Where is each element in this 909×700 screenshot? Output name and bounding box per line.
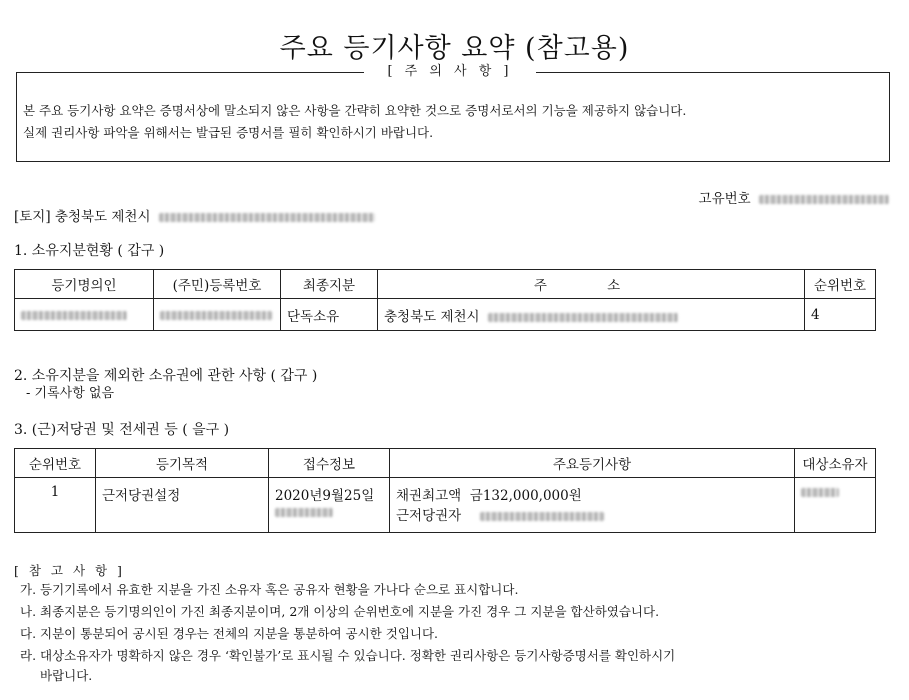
col-header-purpose: 등기목적 [96,449,269,478]
regno-cell [154,299,281,331]
redacted-regno [160,311,272,320]
col-header-name: 등기명의인 [15,270,154,299]
redacted-owner-address [488,313,678,322]
redacted-receipt-number [275,508,333,517]
rank-cell: 4 [805,299,876,331]
address-prefix: 충청북도 제천시 [384,308,480,325]
section-2-title: 2. 소유지분을 제외한 소유권에 관한 사항 ( 갑구 ) [14,368,318,384]
section-1-title: 1. 소유지분현황 ( 갑구 ) [14,243,165,259]
table-row [15,478,876,533]
ownership-table [14,269,876,331]
notice-box [16,86,890,162]
col-header-target-owner: 대상소유자 [795,449,876,478]
reference-item: 라. 대상소유자가 명확하지 않은 경우 ‘확인불가’로 표시될 수 있습니다. 정확한 권리사항은 등기사항증명서를 확인하시기 [20,648,676,663]
target-owner-cell [795,478,876,533]
notice-top-line-right [536,72,890,73]
receipt-cell [269,478,390,533]
col-header-receipt: 접수정보 [269,449,390,478]
notice-top-line-left [16,72,364,73]
unique-number [699,187,889,207]
rank-cell: 1 [15,478,96,533]
col-header-share: 최종지분 [281,270,378,299]
redacted-mortgagee [480,512,604,521]
redacted-unique-number [759,195,889,204]
col-header-rank: 순위번호 [805,270,876,299]
notice-line-1: 본 주요 등기사항 요약은 증명서상에 말소되지 않은 사항을 간략히 요약한 것으로 증명서로서의 기능을 제공하지 않습니다. [23,103,687,118]
references-title: [ 참 고 사 항 ] [14,563,125,578]
mortgagee-label: 근저당권자 [396,508,462,524]
purpose-cell: 근저당권설정 [96,478,269,533]
owner-name-cell [15,299,154,331]
section-2 [14,368,317,402]
table-header-row [15,449,876,478]
page-title: 주요 등기사항 요약 (참고용) [279,33,630,64]
redacted-target-owner [801,488,839,497]
notice-line-2: 실제 권리사항 파악을 위해서는 발급된 증명서를 필히 확인하시기 바랍니다. [23,125,434,140]
col-header-main-items: 주요등기사항 [390,449,795,478]
col-header-rank: 순위번호 [15,449,96,478]
redacted-owner-name [21,311,127,320]
col-header-address: 주 소 [378,270,805,299]
receipt-date: 2020년9월25일 [275,488,375,504]
address-cell [378,299,805,331]
col-header-regno: (주민)등록번호 [154,270,281,299]
section-2-note: - 기록사항 없음 [26,386,115,401]
unique-number-label: 고유번호 [698,191,751,207]
notice-legend: [ 주 의 사 항 ] [387,64,513,79]
max-claim-amount: 채권최고액 금132,000,000원 [396,488,582,504]
redacted-land-address [159,213,375,222]
table-row [15,299,876,331]
section-3-title: 3. (근)저당권 및 전세권 등 ( 을구 ) [14,422,230,438]
land-address [14,205,375,225]
reference-item: 다. 지분이 통분되어 공시된 경우는 전체의 지분을 통분하여 공시한 것입니다. [20,626,439,641]
reference-item: 가. 등기기록에서 유효한 지분을 가진 소유자 혹은 공유자 현황을 가나다 순으로 표시합니다. [20,582,519,597]
land-address-prefix: [토지] 충청북도 제천시 [14,209,151,225]
reference-item: 나. 최종지분은 등기명의인이 가진 최종지분이며, 2개 이상의 순위번호에 지분을 가진 경우 그 지분을 합산하였습니다. [20,604,660,619]
share-cell: 단독소유 [281,299,378,331]
reference-item: 바랍니다. [40,668,93,683]
mortgage-table [14,448,876,533]
table-header-row [15,270,876,299]
main-items-cell [390,478,795,533]
